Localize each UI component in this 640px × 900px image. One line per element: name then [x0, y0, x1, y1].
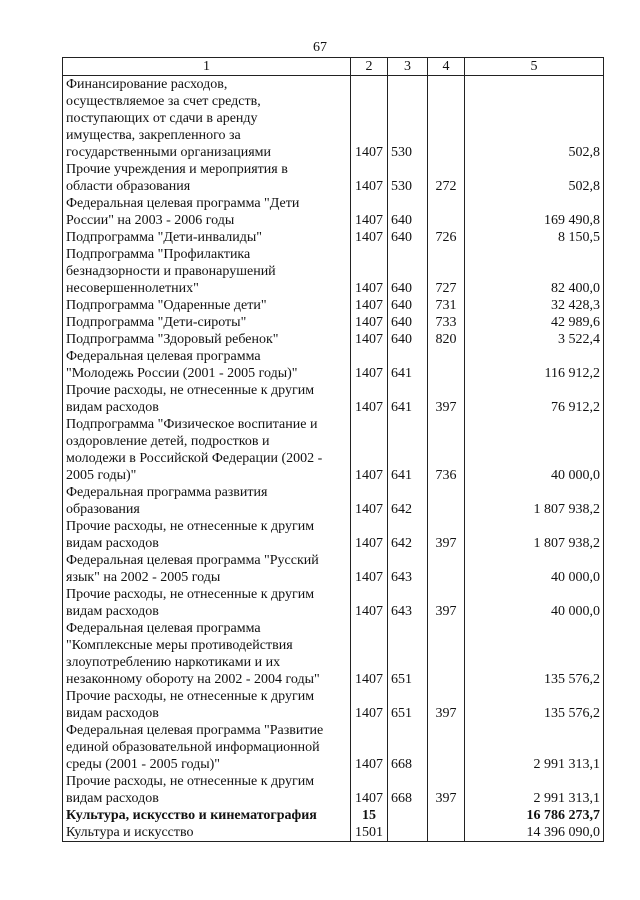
cell-section-code: 1407	[351, 722, 388, 773]
header-col-4: 4	[428, 58, 465, 76]
cell-article	[428, 348, 465, 382]
cell-amount: 14 396 090,0	[465, 824, 604, 842]
cell-article: 733	[428, 314, 465, 331]
cell-subsection: 643	[388, 552, 428, 586]
cell-name: Прочие расходы, не отнесенные к другим видам расходов	[63, 382, 351, 416]
table-row	[63, 416, 604, 484]
cell-amount: 116 912,2	[465, 348, 604, 382]
cell-section-code: 1407	[351, 518, 388, 552]
cell-article	[428, 620, 465, 688]
cell-subsection: 651	[388, 620, 428, 688]
cell-article	[428, 195, 465, 229]
table-row	[63, 552, 604, 586]
table-row	[63, 229, 604, 246]
cell-subsection: 651	[388, 688, 428, 722]
cell-amount: 3 522,4	[465, 331, 604, 348]
cell-name: Подпрограмма "Дети-инвалиды"	[63, 229, 351, 246]
cell-article: 272	[428, 161, 465, 195]
cell-amount: 1 807 938,2	[465, 484, 604, 518]
cell-name: Подпрограмма "Физическое воспитание и оздоровление детей, подростков и молодежи в Российской Федерации (2002 - 2005 годы)"	[63, 416, 351, 484]
cell-article	[428, 76, 465, 162]
cell-name: Федеральная целевая программа "Развитие единой образовательной информационной среды (2001 - 2005 годы)"	[63, 722, 351, 773]
cell-name: Культура, искусство и кинематография	[63, 807, 351, 824]
cell-amount: 2 991 313,1	[465, 722, 604, 773]
cell-article: 397	[428, 518, 465, 552]
table-row	[63, 76, 604, 162]
cell-name: Прочие расходы, не отнесенные к другим видам расходов	[63, 518, 351, 552]
cell-section-code: 1407	[351, 246, 388, 297]
cell-name: Подпрограмма "Здоровый ребенок"	[63, 331, 351, 348]
table-row	[63, 688, 604, 722]
cell-section-code: 1407	[351, 484, 388, 518]
table-row	[63, 586, 604, 620]
table-row	[63, 620, 604, 688]
table-row	[63, 773, 604, 807]
cell-section-code: 1407	[351, 416, 388, 484]
table-row	[63, 484, 604, 518]
cell-section-code: 1407	[351, 620, 388, 688]
cell-article: 727	[428, 246, 465, 297]
page-number: 67	[313, 40, 327, 55]
cell-name: Федеральная программа развития образования	[63, 484, 351, 518]
cell-subsection: 641	[388, 416, 428, 484]
cell-amount: 82 400,0	[465, 246, 604, 297]
cell-article: 726	[428, 229, 465, 246]
cell-subsection: 640	[388, 297, 428, 314]
header-col-1: 1	[63, 58, 351, 76]
cell-subsection: 530	[388, 161, 428, 195]
table-row	[63, 722, 604, 773]
cell-name: Подпрограмма "Профилактика безнадзорности и правонарушений несовершеннолетних"	[63, 246, 351, 297]
table-row	[63, 382, 604, 416]
cell-article: 397	[428, 773, 465, 807]
cell-subsection: 640	[388, 195, 428, 229]
cell-amount: 502,8	[465, 76, 604, 162]
cell-subsection: 640	[388, 229, 428, 246]
cell-name: Прочие расходы, не отнесенные к другим видам расходов	[63, 773, 351, 807]
cell-section-code: 1407	[351, 688, 388, 722]
cell-name: Финансирование расходов, осуществляемое за счет средств, поступающих от сдачи в аренду имущества, закрепленного за государственными организациями	[63, 76, 351, 162]
cell-article	[428, 722, 465, 773]
cell-section-code: 15	[351, 807, 388, 824]
table-row	[63, 195, 604, 229]
cell-amount: 42 989,6	[465, 314, 604, 331]
table-row	[63, 824, 604, 842]
cell-subsection	[388, 807, 428, 824]
table-row	[63, 348, 604, 382]
cell-name: Подпрограмма "Одаренные дети"	[63, 297, 351, 314]
cell-section-code: 1407	[351, 229, 388, 246]
cell-name: Федеральная целевая программа "Молодежь России (2001 - 2005 годы)"	[63, 348, 351, 382]
cell-article: 731	[428, 297, 465, 314]
cell-amount: 135 576,2	[465, 688, 604, 722]
header-row	[63, 58, 604, 76]
cell-amount: 169 490,8	[465, 195, 604, 229]
cell-name: Прочие расходы, не отнесенные к другим видам расходов	[63, 586, 351, 620]
table-row	[63, 518, 604, 552]
cell-name: Подпрограмма "Дети-сироты"	[63, 314, 351, 331]
table-row	[63, 246, 604, 297]
cell-section-code: 1407	[351, 552, 388, 586]
table-header	[63, 58, 604, 76]
cell-section-code: 1407	[351, 348, 388, 382]
cell-article: 736	[428, 416, 465, 484]
cell-name: Федеральная целевая программа "Комплексные меры противодействия злоупотреблению наркотиками и их незаконному обороту на 2002 - 2004 годы"	[63, 620, 351, 688]
cell-subsection: 642	[388, 518, 428, 552]
cell-subsection: 640	[388, 246, 428, 297]
cell-article	[428, 807, 465, 824]
cell-section-code: 1501	[351, 824, 388, 842]
cell-amount: 40 000,0	[465, 586, 604, 620]
table-row	[63, 161, 604, 195]
cell-section-code: 1407	[351, 314, 388, 331]
table-body	[63, 76, 604, 842]
cell-amount: 40 000,0	[465, 552, 604, 586]
cell-article: 397	[428, 688, 465, 722]
cell-name: Культура и искусство	[63, 824, 351, 842]
cell-article: 820	[428, 331, 465, 348]
cell-amount: 1 807 938,2	[465, 518, 604, 552]
cell-section-code: 1407	[351, 76, 388, 162]
table-row	[63, 314, 604, 331]
cell-section-code: 1407	[351, 586, 388, 620]
table-row	[63, 331, 604, 348]
cell-amount: 76 912,2	[465, 382, 604, 416]
table-row	[63, 297, 604, 314]
cell-subsection: 641	[388, 382, 428, 416]
cell-name: Прочие учреждения и мероприятия в области образования	[63, 161, 351, 195]
cell-amount: 502,8	[465, 161, 604, 195]
cell-section-code: 1407	[351, 161, 388, 195]
cell-subsection: 643	[388, 586, 428, 620]
cell-article: 397	[428, 382, 465, 416]
cell-amount: 135 576,2	[465, 620, 604, 688]
cell-subsection: 668	[388, 773, 428, 807]
cell-amount: 8 150,5	[465, 229, 604, 246]
cell-subsection: 640	[388, 314, 428, 331]
cell-subsection	[388, 824, 428, 842]
cell-article	[428, 484, 465, 518]
header-col-3: 3	[388, 58, 428, 76]
header-col-5: 5	[465, 58, 604, 76]
cell-amount: 2 991 313,1	[465, 773, 604, 807]
cell-section-code: 1407	[351, 195, 388, 229]
cell-article: 397	[428, 586, 465, 620]
cell-subsection: 640	[388, 331, 428, 348]
header-col-2: 2	[351, 58, 388, 76]
cell-name: Федеральная целевая программа "Дети России" на 2003 - 2006 годы	[63, 195, 351, 229]
cell-subsection: 530	[388, 76, 428, 162]
budget-table	[62, 57, 604, 842]
table-row	[63, 807, 604, 824]
cell-subsection: 642	[388, 484, 428, 518]
cell-section-code: 1407	[351, 331, 388, 348]
cell-section-code: 1407	[351, 773, 388, 807]
cell-section-code: 1407	[351, 382, 388, 416]
cell-section-code: 1407	[351, 297, 388, 314]
cell-subsection: 668	[388, 722, 428, 773]
cell-amount: 32 428,3	[465, 297, 604, 314]
cell-amount: 40 000,0	[465, 416, 604, 484]
cell-subsection: 641	[388, 348, 428, 382]
cell-article	[428, 824, 465, 842]
cell-article	[428, 552, 465, 586]
cell-name: Прочие расходы, не отнесенные к другим видам расходов	[63, 688, 351, 722]
cell-name: Федеральная целевая программа "Русский язык" на 2002 - 2005 годы	[63, 552, 351, 586]
cell-amount: 16 786 273,7	[465, 807, 604, 824]
